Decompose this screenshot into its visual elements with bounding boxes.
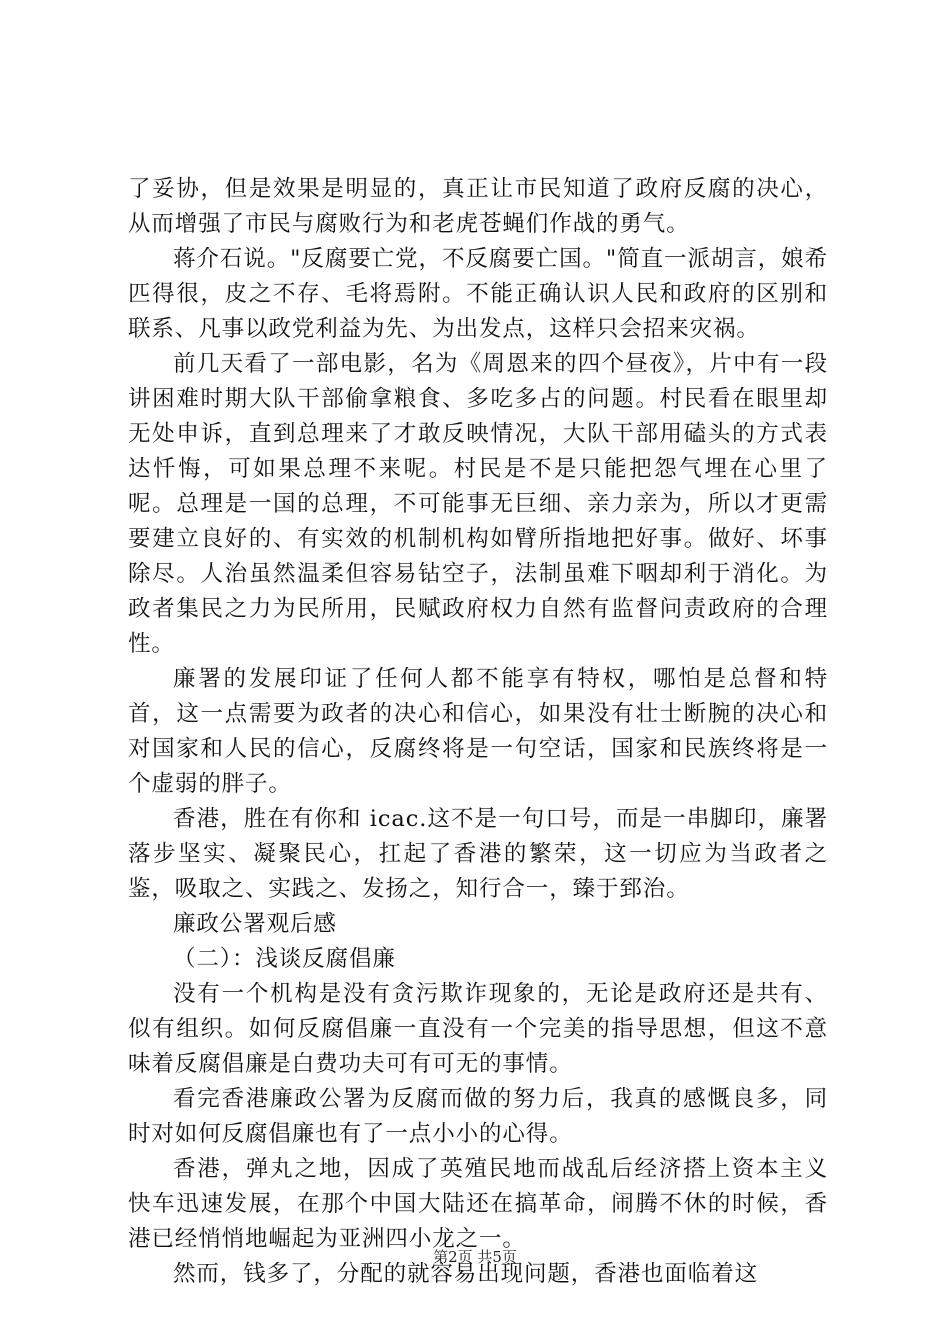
section-title: 廉政公署观后感: [173, 911, 337, 937]
paragraph-after-watching: 看完香港廉政公署为反腐而做的努力后，我真的感慨良多，同时对如何反腐倡廉也有了一点小小的心得。: [128, 1086, 828, 1147]
paragraph-continuation: 了妥协，但是效果是明显的，真正让市民知道了政府反腐的决心，从而增强了市民与腐败行为和老虎苍蝇们作战的勇气。: [128, 176, 828, 237]
section-subtitle: （二）：浅谈反腐倡廉: [173, 946, 396, 972]
paragraph-hongkong-rise: 香港，弹丸之地，因成了英殖民地而战乱后经济搭上资本主义快车迅速发展，在那个中国大陆还在搞革命，闹腾不休的时候，香港已经悄悄地崛起为亚洲四小龙之一。: [128, 1156, 828, 1252]
page-footer: 第2页 共5页: [433, 1248, 517, 1266]
paragraph-movie: 前几天看了一部电影，名为《周恩来的四个昼夜》，片中有一段讲困难时期大队干部偷拿粮食、多吃多占的问题。村民看在眼里却无处申诉，直到总理来了才敢反映情况，大队干部用磕头的方式表达忏悔，可如果总理不来呢。村民是不是只能把怨气埋在心里了呢。总理是一国的总理，不可能事无巨细、亲力亲为，所以才更需要建立良好的、有实效的机制机构如臂所指地把好事。做好、坏事除尽。人治虽然温柔但容易钻空子，法制虽难下咽却利于消化。为政者集民之力为民所用，民赋政府权力自然有监督问责政府的合理性。: [128, 351, 828, 657]
document-body: [128, 172, 828, 1292]
paragraph-icac-development: 廉署的发展印证了任何人都不能享有特权，哪怕是总督和特首，这一点需要为政者的决心和信心，如果没有壮士断腕的决心和对国家和人民的信心，反腐终将是一句空话，国家和民族终将是一个虚弱的胖子。: [128, 666, 828, 797]
paragraph-chiang-quote: 蒋介石说。"反腐要亡党，不反腐要亡国。"简直一派胡言，娘希匹得很，皮之不存、毛将焉附。不能正确认识人民和政府的区别和联系、凡事以政党利益为先、为出发点，这样只会招来灾祸。: [128, 246, 828, 342]
paragraph-money-problems: 然而，钱多了，分配的就容易出现问题，香港也面临着这: [173, 1261, 759, 1287]
paragraph-no-institution: 没有一个机构是没有贪污欺诈现象的，无论是政府还是共有、似有组织。如何反腐倡廉一直没有一个完美的指导思想，但这不意味着反腐倡廉是白费功夫可有可无的事情。: [128, 981, 828, 1077]
paragraph-hongkong-icac: 香港，胜在有你和 icac.这不是一句口号，而是一串脚印，廉署落步坚实、凝聚民心，扛起了香港的繁荣，这一切应为当政者之鉴，吸取之、实践之、发扬之，知行合一，臻于郅治。: [128, 806, 828, 902]
